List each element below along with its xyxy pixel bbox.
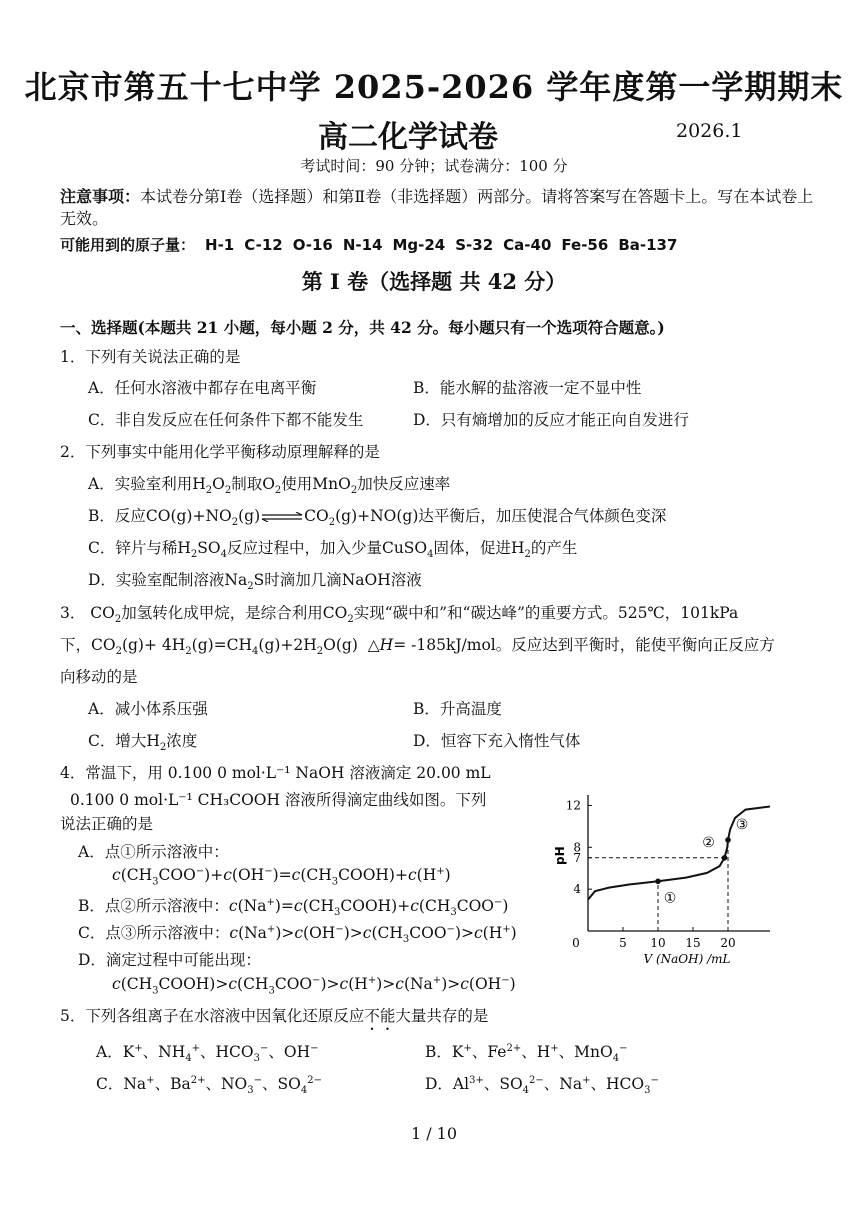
titration-curve-chart (550, 785, 780, 975)
section-title: 第 I 卷（选择题 共 42 分） (301, 269, 567, 294)
equilibrium-arrow-icon (260, 508, 304, 526)
x-tick-label: 20 (720, 936, 736, 950)
y-axis-label: pH (553, 846, 567, 865)
data-point-label: ① (663, 890, 677, 907)
q4-stem-line2: 0.100 0 mol·L⁻¹ CH₃COOH 溶液所得滴定曲线如图。下列 (70, 791, 487, 809)
q5-stem (60, 1004, 488, 1034)
exam-date: 2026.1 (676, 120, 743, 142)
atomic-masses (60, 234, 677, 255)
exam-notice (60, 186, 820, 230)
q4-option-a-label: A．点①所示溶液中： (78, 843, 229, 861)
atomic-masses-label: 可能用到的原子量： (60, 236, 196, 254)
y-tick-label: 12 (565, 798, 581, 813)
atom-item: Ba-137 (618, 236, 678, 254)
q4-option-d-formula: $c(CH_3COOH)>c(CH_3COO^-)>c(H^+)>c(Na^+)>c(OH^-)$ (112, 975, 516, 997)
notice-label: 注意事项： (60, 187, 141, 206)
part-title: 一、选择题(本题共 21 小题，每小题 2 分，共 42 分。每小题只有一个选项符合题意。) (60, 318, 665, 337)
data-point (655, 879, 661, 885)
atom-item: Mg-24 (392, 236, 446, 254)
y-tick-label: 4 (573, 882, 581, 897)
atom-item: H-1 (205, 236, 235, 254)
q1-option-d: D．只有熵增加的反应才能正向自发进行 (413, 411, 689, 429)
q2-option-d: D．实验室配制溶液$Na_2S$时滴加几滴NaOH溶液 (88, 571, 422, 593)
q1-option-a: A．任何水溶液中都存在电离平衡 (88, 379, 317, 397)
atom-item: C-12 (244, 236, 283, 254)
q3-option-a: A．减小体系压强 (88, 700, 208, 718)
q2-option-a: A．实验室利用$H_2O_2$制取$O_2$使用MnO$_2$加快反应速率 (88, 475, 451, 497)
q5-option-d: D．$Al^{3+}$、$SO_4^{2-}$、Na+、$HCO_3^-$ (425, 1074, 659, 1097)
x-axis-label: V (NaOH) /mL (643, 952, 731, 966)
page-number: 1 / 10 (410, 1124, 458, 1143)
q1-option-c: C．非自发反应在任何条件下都不能发生 (88, 411, 364, 429)
x-tick-label: 10 (650, 936, 666, 950)
atom-item: S-32 (455, 236, 494, 254)
q5-stem-post: 大量共存的是 (395, 1007, 489, 1025)
y-tick-label: 8 (573, 840, 581, 855)
x-tick-label: 0 (572, 936, 580, 950)
exam-title-line2: 高二化学试卷 (318, 120, 498, 155)
atom-item: Ca-40 (503, 236, 552, 254)
exam-info: 考试时间：90 分钟；试卷满分：100 分 (300, 157, 568, 175)
q4-option-a-formula: $c(CH_3COO^-)+c(OH^-)=c(CH_3COOH)+c(H^+)$ (112, 866, 451, 888)
exam-title-line1: 北京市第五十七中学 2025-2026 学年度第一学期期末 (24, 68, 844, 106)
q1-stem: 1．下列有关说法正确的是 (60, 348, 241, 366)
q3-stem-line2: 下，$CO_2(g)+ 4H_2(g)=CH_4(g)+2H_2O(g)$ △H= -185kJ/mol。反应达到平衡时，能使平衡向正反应方 (60, 636, 775, 658)
q5-option-c: C．Na+、$Ba^{2+}$、$NO_3^-$、$SO_4^{2-}$ (96, 1074, 322, 1097)
x-tick-label: 15 (685, 936, 701, 950)
q4-option-b: B．点②所示溶液中：$c(Na^+)=c(CH_3COOH)+c(CH_3COO^-)$ (78, 896, 509, 919)
notice-text: 本试卷分第Ⅰ卷（选择题）和第Ⅱ卷（非选择题）两部分。请将答案写在答题卡上。写在本试卷上无效。 (60, 187, 814, 228)
q3-option-d: D．恒容下充入惰性气体 (413, 732, 581, 750)
data-point-label: ② (702, 834, 715, 851)
data-point (722, 855, 728, 861)
q3-stem-line1: 3． $CO_2$加氢转化成甲烷，是综合利用$CO_2$实现“碳中和”和“碳达峰”的重要方式。525℃，101kPa (60, 604, 739, 626)
q2-stem: 2．下列事实中能用化学平衡移动原理解释的是 (60, 443, 380, 461)
atom-item: N-14 (342, 236, 383, 254)
atom-item: O-16 (292, 236, 333, 254)
q2-option-b: B．反应$CO(g)+NO_2(g)$ $CO_2(g)+NO(g)$达平衡后，加压使混合气体颜色变深 (88, 507, 667, 529)
data-point (725, 837, 731, 843)
atom-item: Fe-56 (561, 236, 609, 254)
q4-option-d-label: D．滴定过程中可能出现： (78, 951, 261, 969)
q2-option-c: C．锌片与稀$H_2SO_4$反应过程中，加入少量CuSO$_4$固体，促进$H_2$的产生 (88, 539, 578, 561)
q4-stem-line3: 说法正确的是 (60, 815, 154, 833)
y-tick-label: 7 (573, 850, 581, 865)
q4-stem-line1: 4．常温下，用 0.100 0 mol·L⁻¹ NaOH 溶液滴定 20.00 mL (60, 764, 491, 782)
q1-option-b: B．能水解的盐溶液一定不显中性 (413, 379, 642, 397)
q3-option-b: B．升高温度 (413, 700, 502, 718)
q5-stem-emphasis: 不能 (364, 1007, 396, 1025)
q5-option-a: A．K+、$NH_4^+$、$HCO_3^-$、OH− (96, 1042, 319, 1065)
q5-option-b: B．K+、$Fe^{2+}$、H+、MnO$_4$− (425, 1042, 628, 1065)
q4-option-c: C．点③所示溶液中：$c(Na^+)>c(OH^-)>c(CH_3COO^-)>c(H^+)$ (78, 923, 517, 946)
q5-stem-pre: 5．下列各组离子在水溶液中因氧化还原反应 (60, 1007, 365, 1025)
q3-option-c: C．增大$H_2$浓度 (88, 732, 198, 754)
data-point-label: ③ (735, 816, 749, 833)
q3-stem-line3: 向移动的是 (60, 668, 138, 686)
x-tick-label: 5 (619, 936, 627, 950)
